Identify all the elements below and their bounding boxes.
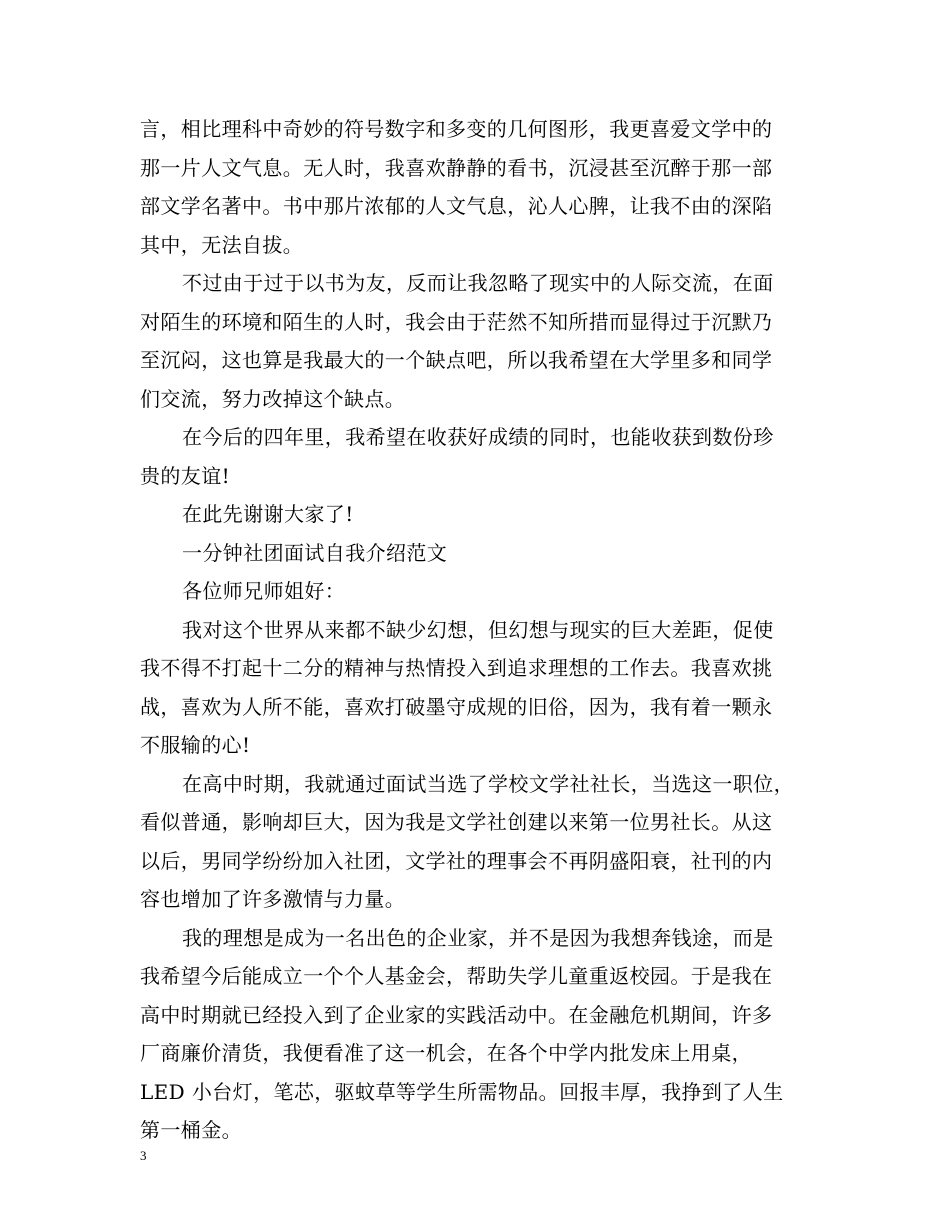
text-line: 容也增加了许多激情与力量。 [140, 887, 406, 911]
text-line: 我对这个世界从来都不缺少幻想，但幻想与现实的巨大差距，促使 [182, 617, 774, 642]
section-heading: 一分钟社团面试自我介绍范文 [182, 540, 448, 565]
text-line: 不过由于过于以书为友，反而让我忽略了现实中的人际交流，在面 [182, 271, 774, 295]
text-line: 部文学名著中。书中那片浓郁的人文气息，沁人心脾，让我不由的深陷 [140, 194, 773, 218]
text-line: 在高中时期，我就通过面试当选了学校文学社社长，当选这一职位， [182, 771, 794, 796]
text-line: 第一桶金。 [140, 1118, 242, 1142]
text-line: 我的理想是成为一名出色的企业家，并不是因为我想奔钱途，而是 [182, 925, 774, 950]
text-line: 看似普通，影响却巨大，因为我是文学社创建以来第一位男社长。从这 [140, 810, 773, 834]
text-line: 战，喜欢为人所不能，喜欢打破墨守成规的旧俗，因为，我有着一颗永 [140, 694, 773, 719]
text-line: 我希望今后能成立一个个人基金会，帮助失学儿童重返校园。于是我在 [140, 964, 773, 988]
text-line: 至沉闷，这也算是我最大的一个缺点吧，所以我希望在大学里多和同学 [140, 348, 773, 372]
text-line: 在此先谢谢大家了! [182, 502, 354, 526]
page-number: 3 [140, 1148, 147, 1163]
text-line: 们交流，努力改掉这个缺点。 [140, 386, 406, 411]
text-line: 其中，无法自拔。 [140, 232, 304, 257]
text-line: 对陌生的环境和陌生的人时，我会由于茫然不知所措而显得过于沉默乃 [140, 309, 773, 334]
text-line: 那一片人文气息。无人时，我喜欢静静的看书，沉浸甚至沉醉于那一部 [140, 155, 773, 180]
text-line: 高中时期就已经投入到了企业家的实践活动中。在金融危机期间，许多 [140, 1002, 773, 1027]
salutation: 各位师兄师姐好： [182, 579, 346, 603]
text-line: 厂商廉价清货，我便看准了这一机会，在各个中学内批发床上用桌， [140, 1041, 752, 1065]
text-line: 我不得不打起十二分的精神与热情投入到追求理想的工作去。我喜欢挑 [140, 656, 773, 680]
text-line: LED 小台灯，笔芯，驱蚊草等学生所需物品。回报丰厚，我挣到了人生 [140, 1079, 784, 1104]
text-line: 在今后的四年里，我希望在收获好成绩的同时，也能收获到数份珍 [182, 425, 774, 449]
text-line: 以后，男同学纷纷加入社团，文学社的理事会不再阴盛阳衰，社刊的内 [140, 848, 773, 873]
text-line: 贵的友谊! [140, 463, 231, 488]
text-line: 言，相比理科中奇妙的符号数字和多变的几何图形，我更喜爱文学中的 [140, 117, 773, 141]
body-text [140, 110, 820, 1150]
text-line: 不服输的心! [140, 733, 251, 757]
